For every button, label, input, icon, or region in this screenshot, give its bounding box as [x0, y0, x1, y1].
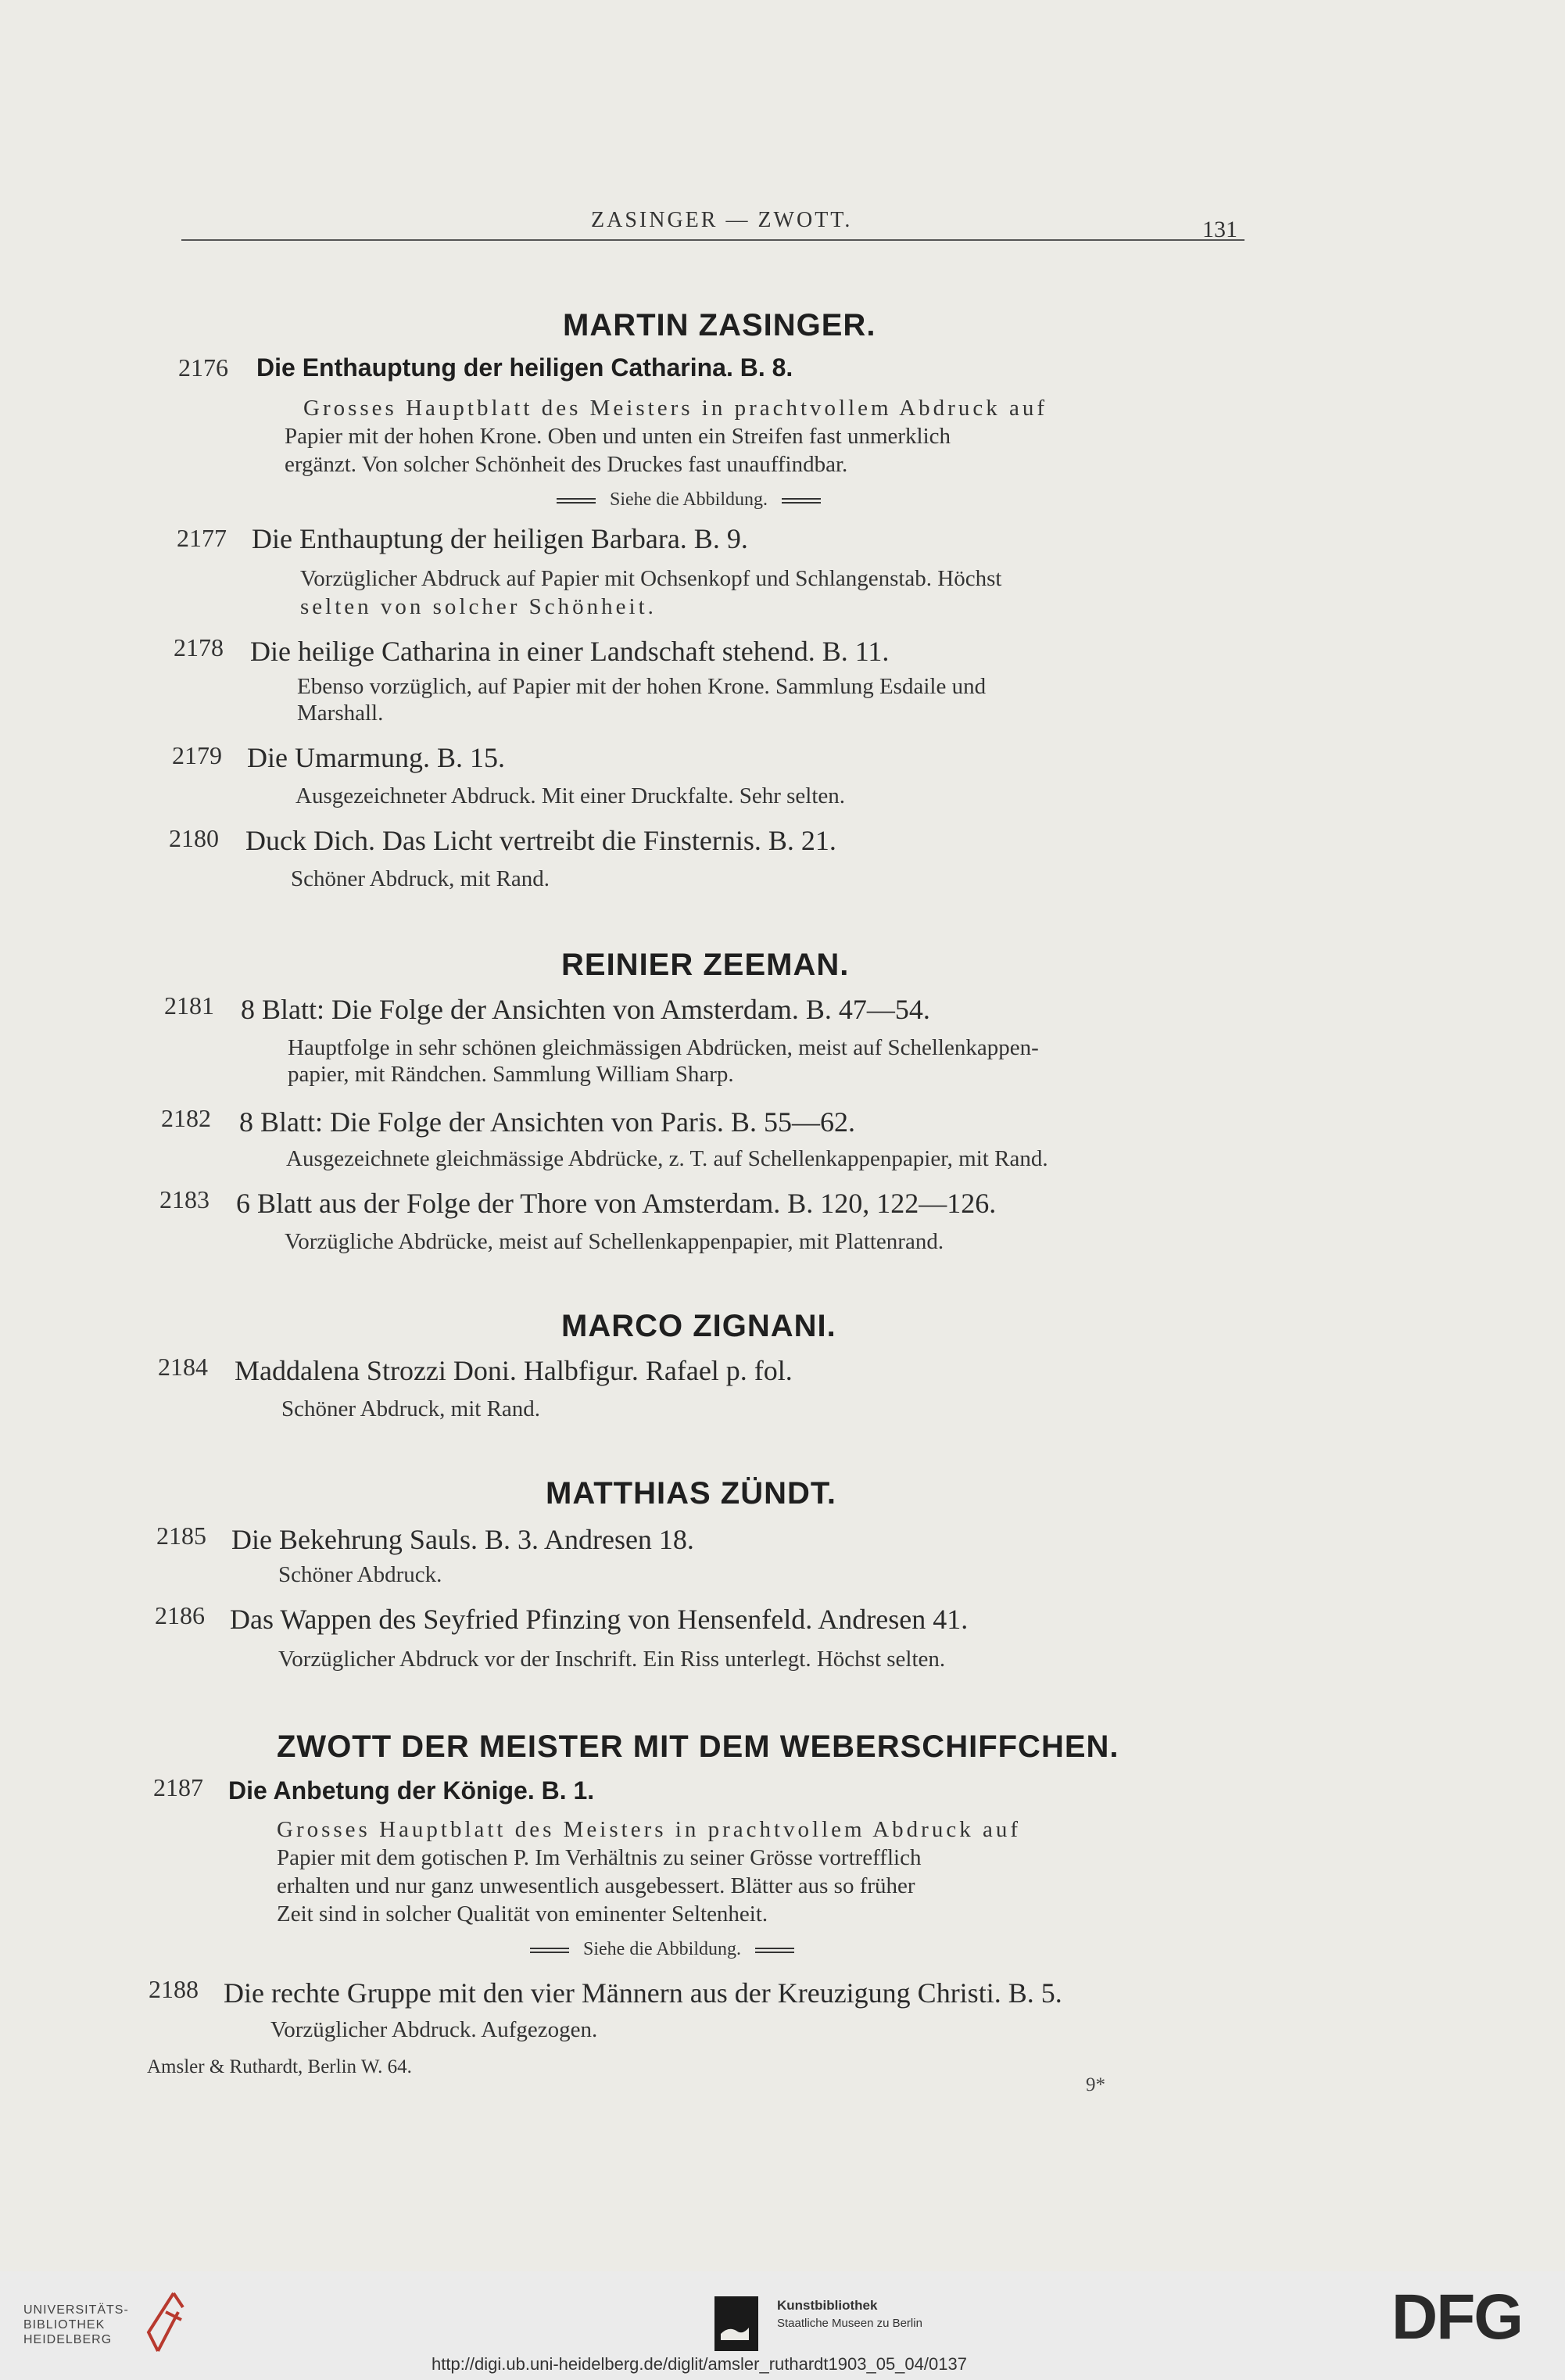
entry-number: 2187 [153, 1773, 203, 1801]
entry-number: 2177 [177, 524, 227, 552]
see-illustration-note: Siehe die Abbildung. [516, 1939, 808, 1960]
entry-description-line: Papier mit dem gotischen P. Im Verhältnis zu seiner Grösse vortrefflich [277, 1845, 922, 1870]
entry-description-line: Schöner Abdruck. [278, 1562, 442, 1587]
entry-description-line: Hauptfolge in sehr schönen gleichmässigen Abdrücken, meist auf Schellenkappen- [288, 1035, 1039, 1060]
entry-number: 2180 [169, 824, 219, 852]
page-number: 131 [1202, 217, 1237, 242]
entry-number: 2182 [161, 1104, 211, 1132]
entry-title: Die Anbetung der Könige. B. 1. [228, 1776, 595, 1805]
entry-title: 6 Blatt aus der Folge der Thore von Amsterdam. B. 120, 122—126. [236, 1188, 997, 1219]
entry-description-line: Papier mit der hohen Krone. Oben und unten ein Streifen fast unmerklich [285, 424, 951, 449]
entry-title: 8 Blatt: Die Folge der Ansichten von Paris. B. 55—62. [239, 1106, 855, 1138]
printer-imprint: Amsler & Ruthardt, Berlin W. 64. [147, 2056, 412, 2077]
entry-description-line: Ebenso vorzüglich, auf Papier mit der hohen Krone. Sammlung Esdaile und [297, 674, 987, 699]
entry-description-line: Vorzügliche Abdrücke, meist auf Schellenkappenpapier, mit Plattenrand. [285, 1229, 944, 1254]
entry-number: 2176 [178, 353, 228, 382]
entry-description-line: Schöner Abdruck, mit Rand. [291, 866, 550, 891]
entry-number: 2183 [159, 1185, 210, 1213]
entry-number: 2184 [158, 1353, 208, 1381]
section-heading-zignani: MARCO ZIGNANI. [561, 1309, 836, 1343]
entry-description-line: Vorzüglicher Abdruck. Aufgezogen. [270, 2017, 598, 2042]
entry-description-line: papier, mit Rändchen. Sammlung William Sharp. [288, 1062, 734, 1087]
entry-title: Die rechte Gruppe mit den vier Männern aus der Kreuzigung Christi. B. 5. [224, 1977, 1062, 2009]
entry-description-line: Vorzüglicher Abdruck auf Papier mit Ochsenkopf und Schlangenstab. Höchst [300, 566, 1002, 591]
entry-number: 2188 [149, 1975, 199, 2003]
entry-title: Die Umarmung. B. 15. [247, 742, 505, 773]
entry-number: 2186 [155, 1601, 205, 1629]
entry-number: 2179 [172, 741, 222, 769]
entry-description-line: Grosses Hauptblatt des Meisters in prachtvollem Abdruck auf [303, 396, 1048, 421]
kunstbibliothek-logo-icon [714, 2296, 758, 2351]
section-heading-zeeman: REINIER ZEEMAN. [561, 948, 850, 982]
entry-description-line: Grosses Hauptblatt des Meisters in prachtvollem Abdruck auf [277, 1817, 1021, 1842]
header-rule [181, 239, 1244, 241]
museum-name: Staatliche Museen zu Berlin [777, 2317, 922, 2330]
entry-title: 8 Blatt: Die Folge der Ansichten von Amsterdam. B. 47—54. [241, 994, 930, 1025]
entry-description-line: erhalten und nur ganz unwesentlich ausgebessert. Blätter aus so früher [277, 1873, 915, 1898]
entry-description-line: Ausgezeichneter Abdruck. Mit einer Druckfalte. Sehr selten. [295, 783, 845, 808]
entry-title: Die Bekehrung Sauls. B. 3. Andresen 18. [231, 1524, 694, 1555]
entry-title: Maddalena Strozzi Doni. Halbfigur. Rafael p. fol. [235, 1355, 793, 1386]
entry-number: 2181 [164, 991, 214, 1020]
section-heading-zuendt: MATTHIAS ZÜNDT. [546, 1476, 836, 1511]
entry-title: Die Enthauptung der heiligen Barbara. B. 9. [252, 523, 748, 554]
entry-title: Die heilige Catharina in einer Landschaft stehend. B. 11. [250, 636, 890, 667]
entry-description-line: Marshall. [297, 701, 384, 726]
entry-title: Die Enthauptung der heiligen Catharina. B. 8. [256, 353, 793, 382]
kunstbibliothek-name: Kunstbibliothek [777, 2298, 878, 2313]
entry-description-line: ergänzt. Von solcher Schönheit des Druckes fast unauffindbar. [285, 452, 848, 477]
entry-title: Das Wappen des Seyfried Pfinzing von Hensenfeld. Andresen 41. [230, 1604, 969, 1635]
entry-title: Duck Dich. Das Licht vertreibt die Finsternis. B. 21. [245, 825, 836, 856]
permalink[interactable]: http://digi.ub.uni-heidelberg.de/diglit/amsler_ruthardt1903_05_04/0137 [432, 2354, 967, 2374]
entry-number: 2178 [174, 633, 224, 661]
section-heading-zasinger: MARTIN ZASINGER. [563, 308, 876, 342]
entry-description-line: selten von solcher Schönheit. [300, 594, 657, 619]
entry-description-line: Vorzüglicher Abdruck vor der Inschrift. Ein Riss unterlegt. Höchst selten. [278, 1647, 946, 1672]
section-heading-zwott: ZWOTT DER MEISTER MIT DEM WEBERSCHIFFCHEN. [277, 1729, 1119, 1764]
running-title: ZASINGER — ZWOTT. [591, 208, 853, 232]
entry-description-line: Ausgezeichnete gleichmässige Abdrücke, z. T. auf Schellenkappenpapier, mit Rand. [286, 1146, 1048, 1171]
see-illustration-note: Siehe die Abbildung. [543, 489, 835, 511]
entry-description-line: Zeit sind in solcher Qualität von eminenter Seltenheit. [277, 1901, 768, 1927]
viewer-footer [0, 2271, 1565, 2380]
library-logo-icon [142, 2289, 189, 2356]
entry-number: 2185 [156, 1522, 206, 1550]
dfg-logo: DFG [1391, 2281, 1523, 2353]
sheet-signature: 9* [1086, 2074, 1105, 2095]
entry-description-line: Schöner Abdruck, mit Rand. [281, 1396, 541, 1421]
library-name: UNIVERSITÄTS- BIBLIOTHEK HEIDELBERG [23, 2303, 129, 2346]
